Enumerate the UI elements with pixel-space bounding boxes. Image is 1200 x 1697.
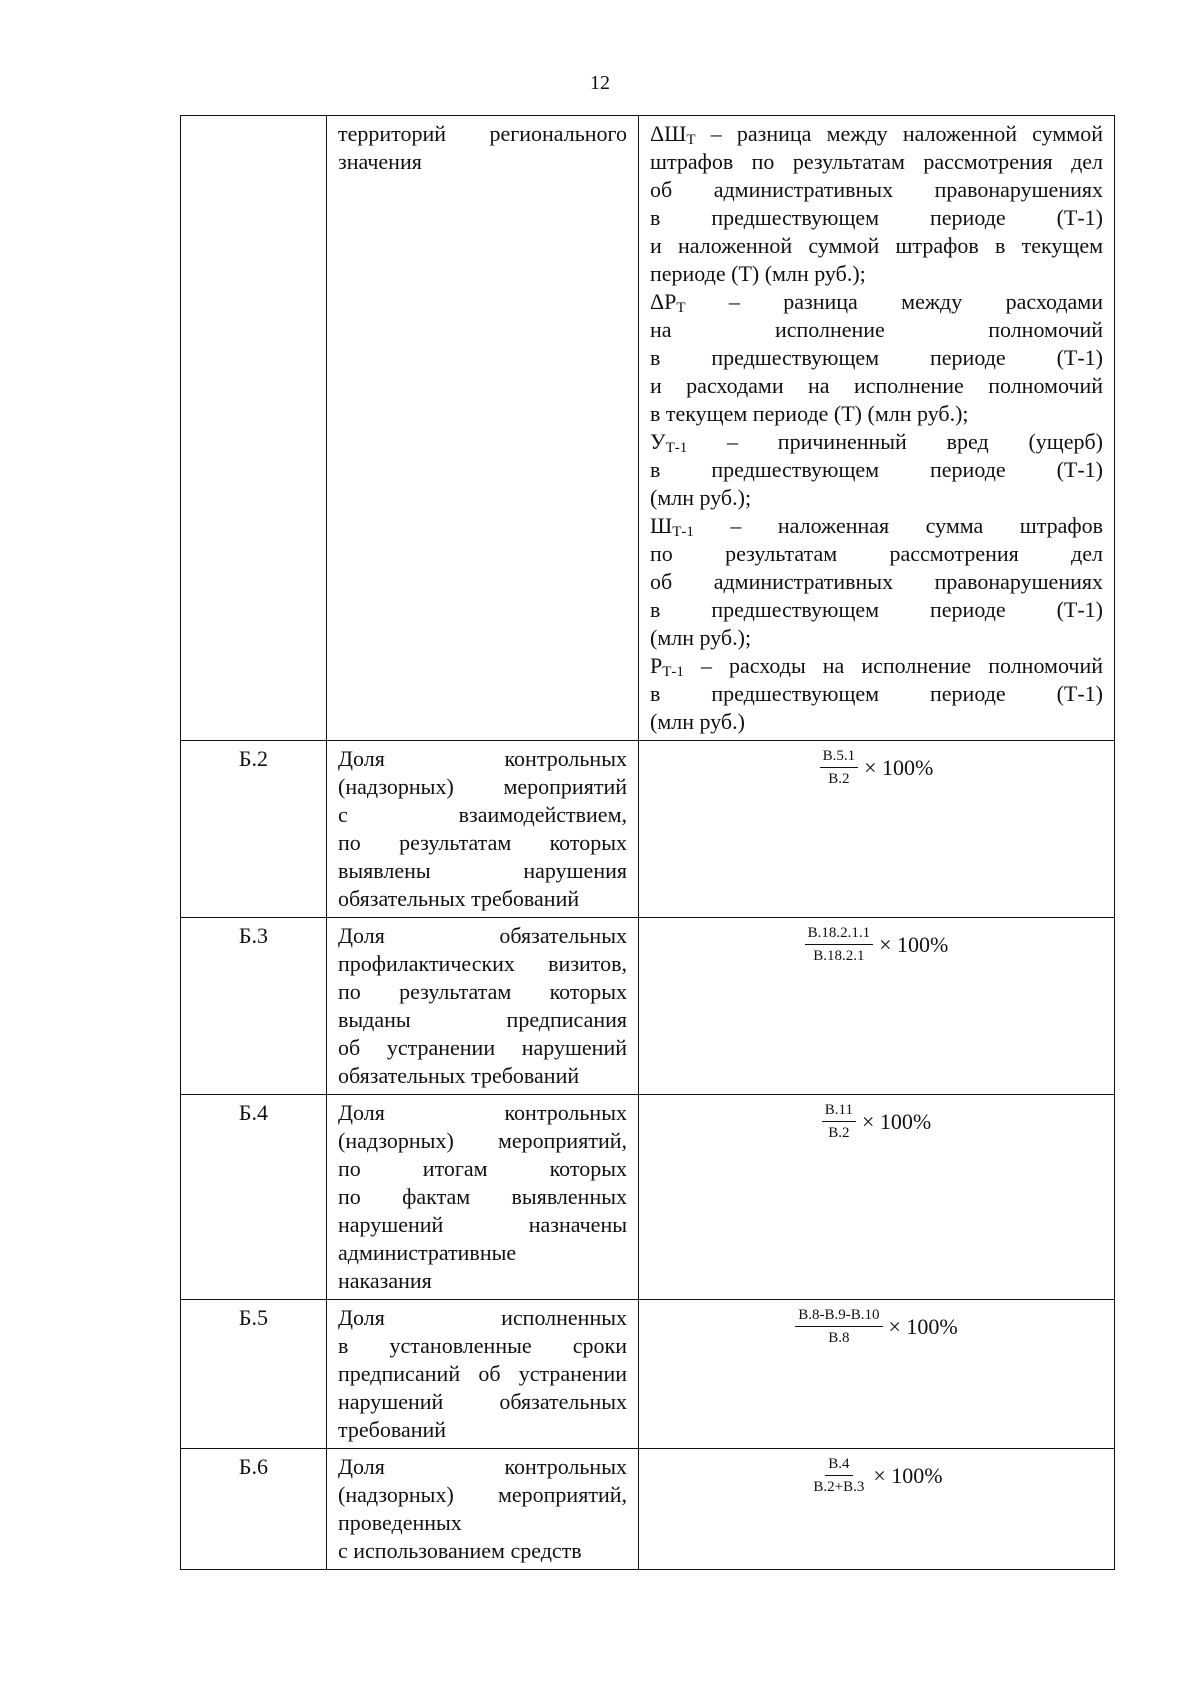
name-line: (надзорных) мероприятий, (338, 1128, 627, 1153)
definition-symbol: У (650, 429, 666, 454)
definition-text: – разница между наложенной суммой (695, 121, 1103, 146)
name-line: в установленные сроки (338, 1333, 627, 1358)
definition-subscript: Т-1 (662, 664, 684, 680)
definition-symbol: ΔР (650, 289, 677, 314)
page-number: 12 (590, 72, 610, 94)
definition-symbol: ΔШ (650, 121, 687, 146)
name-line: Доля исполненных (338, 1305, 627, 1330)
name-line: обязательных требований (338, 1063, 580, 1088)
name-line: (надзорных) мероприятий (338, 774, 627, 799)
indicator-name-cell (327, 1300, 639, 1449)
denominator: В.8 (828, 1330, 850, 1346)
formula (650, 747, 1103, 788)
formula (650, 924, 1103, 965)
definition-symbol: Ш (650, 513, 673, 538)
name-line: об устранении нарушений (338, 1035, 627, 1060)
table-row (181, 741, 1115, 918)
table-row (181, 1095, 1115, 1300)
definition-symbol: Р (650, 653, 663, 678)
name-line: по результатам которых (338, 979, 627, 1004)
definition-line: по результатам рассмотрения дел (650, 541, 1103, 566)
fraction (810, 1455, 867, 1496)
indicator-name-cell (327, 1095, 639, 1300)
denominator: В.2 (828, 771, 850, 787)
name-line: наказания (338, 1268, 432, 1293)
definition-line: на исполнение полномочий (650, 317, 1103, 342)
definition-subscript: Т (676, 300, 686, 316)
indicator-name-cell (327, 918, 639, 1095)
fraction (820, 747, 859, 788)
indicator-name-cell (327, 116, 639, 741)
formula (650, 1455, 1103, 1496)
name-line: обязательных требований (338, 886, 580, 911)
name-line: Доля контрольных (338, 746, 627, 771)
fraction (822, 1101, 856, 1142)
denominator: В.2+В.3 (813, 1479, 865, 1495)
name-line: профилактических визитов, (338, 951, 627, 976)
multiplier: × 100% (888, 1313, 958, 1339)
formula-cell (639, 1300, 1115, 1449)
row-code-cell: Б.5 (181, 1300, 327, 1449)
name-line: Доля обязательных (338, 923, 627, 948)
row-code-cell: Б.3 (181, 918, 327, 1095)
formula-cell (639, 1449, 1115, 1570)
definition-line: об административных правонарушениях (650, 569, 1103, 594)
definition-line: в предшествующем периоде (Т-1) (650, 345, 1103, 370)
multiplier: × 100% (879, 931, 949, 957)
numerator: В.11 (822, 1101, 856, 1122)
name-line: выявлены нарушения (338, 858, 627, 883)
formula-cell (639, 741, 1115, 918)
definition-text: – расходы на исполнение полномочий (683, 653, 1103, 678)
name-line: предписаний об устранении (338, 1361, 627, 1386)
fraction (805, 924, 874, 965)
name-line: Доля контрольных (338, 1454, 627, 1479)
definition-line: об административных правонарушениях (650, 177, 1103, 202)
definition-line: (млн руб.) (650, 709, 745, 734)
definition-line (650, 512, 1103, 540)
definition-line: и наложенной суммой штрафов в текущем (650, 233, 1103, 258)
definition-line: периоде (Т) (млн руб.); (650, 261, 866, 286)
table-row (181, 918, 1115, 1095)
row-code-cell: Б.2 (181, 741, 327, 918)
name-line: с использованием средств (338, 1538, 582, 1563)
definition-text: – наложенная сумма штрафов (693, 513, 1103, 538)
definition-subscript: Т-1 (665, 440, 688, 456)
definition-line: в предшествующем периоде (Т-1) (650, 597, 1103, 622)
name-line: требований (338, 1417, 447, 1442)
denominator: В.18.2.1 (813, 948, 865, 964)
definition-line: в предшествующем периоде (Т-1) (650, 457, 1103, 482)
formula-cell (639, 918, 1115, 1095)
name-line: Доля контрольных (338, 1100, 627, 1125)
definition-line: и расходами на исполнение полномочий (650, 373, 1103, 398)
fraction (795, 1306, 882, 1347)
indicator-name-cell (327, 1449, 639, 1570)
definition-line: в предшествующем периоде (Т-1) (650, 205, 1103, 230)
definition-line (650, 652, 1103, 680)
name-line: выданы предписания (338, 1007, 627, 1032)
formula (650, 1306, 1103, 1347)
definition-line: (млн руб.); (650, 625, 752, 650)
table-row (181, 1449, 1115, 1570)
table-row (181, 1300, 1115, 1449)
row-code-cell (181, 116, 327, 741)
name-line: проведенных (338, 1510, 462, 1535)
name-line: нарушений обязательных (338, 1389, 627, 1414)
numerator: В.5.1 (820, 747, 859, 768)
multiplier: × 100% (873, 1462, 943, 1488)
multiplier: × 100% (864, 754, 934, 780)
name-line: по результатам которых (338, 830, 627, 855)
formula (650, 1101, 1103, 1142)
numerator: В.8-В.9-В.10 (795, 1306, 882, 1327)
row-code-cell: Б.4 (181, 1095, 327, 1300)
numerator: В.4 (825, 1455, 852, 1476)
name-line: нарушений назначены (338, 1212, 627, 1237)
name-line: значения (338, 149, 422, 174)
name-line: (надзорных) мероприятий, (338, 1482, 627, 1507)
formula-cell (639, 1095, 1115, 1300)
indicator-name-cell (327, 741, 639, 918)
definition-line: в текущем периоде (Т) (млн руб.); (650, 401, 969, 426)
definition-subscript: Т-1 (672, 524, 694, 540)
definition-line: в предшествующем периоде (Т-1) (650, 681, 1103, 706)
definition-line (650, 288, 1103, 316)
definition-text: – разница между расходами (685, 289, 1103, 314)
denominator: В.2 (828, 1125, 850, 1141)
name-line: по итогам которых (338, 1156, 627, 1181)
indicators-table (180, 115, 1115, 1570)
numerator: В.18.2.1.1 (805, 924, 874, 945)
definition-line: штрафов по результатам рассмотрения дел (650, 149, 1103, 174)
name-line: с взаимодействием, (338, 802, 627, 827)
name-line: по фактам выявленных (338, 1184, 627, 1209)
name-line: административные (338, 1240, 517, 1265)
row-code-cell: Б.6 (181, 1449, 327, 1570)
definition-line (650, 428, 1103, 456)
definition-text: – причиненный вред (ущерб) (687, 429, 1103, 454)
definition-subscript: Т (686, 132, 696, 148)
multiplier: × 100% (861, 1108, 932, 1134)
definitions-cell (639, 116, 1115, 741)
name-line: территорий регионального (338, 121, 627, 146)
definition-line: (млн руб.); (650, 485, 752, 510)
table-row (181, 116, 1115, 741)
definition-line (650, 120, 1103, 148)
